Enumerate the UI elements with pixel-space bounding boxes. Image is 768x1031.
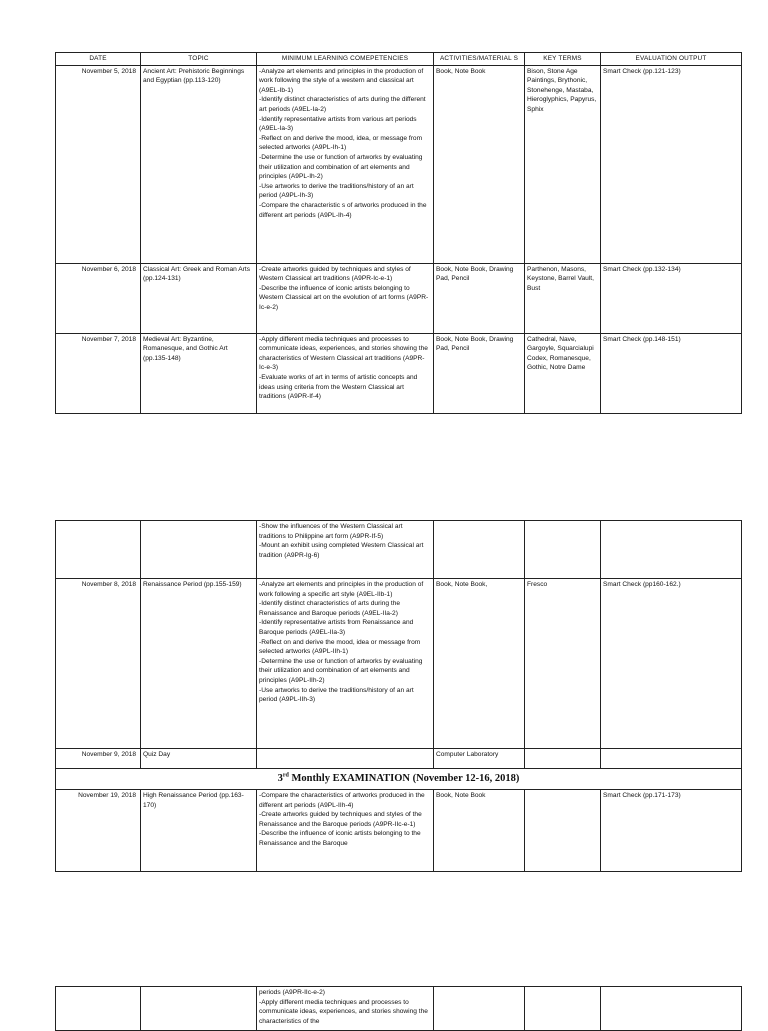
lesson-plan-table-page-1 [55,52,742,414]
table-row [56,790,742,872]
topic-cell: Ancient Art: Prehistoric Beginnings and Egyptian (pp.113-120) [141,65,257,263]
topic-cell: Quiz Day [141,749,257,769]
key-terms-cell: Cathedral, Nave, Gargoyle, Squarcialupi Codex, Romanesque, Gothic, Notre Dame [525,333,601,413]
date-cell: November 7, 2018 [56,333,141,413]
topic-cell: Renaissance Period (pp.155-159) [141,579,257,749]
activities-cell [434,521,525,579]
header-competencies: MINIMUM LEARNING COMEPETENCIES [257,53,434,66]
evaluation-cell: Smart Check (pp.121-123) [601,65,742,263]
evaluation-cell: Smart Check (pp.171-173) [601,790,742,872]
header-evaluation: EVALUATION OUTPUT [601,53,742,66]
date-cell: November 5, 2018 [56,65,141,263]
activities-cell: Book, Note Book, Drawing Pad, Pencil [434,333,525,413]
evaluation-cell: Smart Check (pp.132-134) [601,263,742,333]
exam-ordinal: 3 [277,773,283,784]
competencies-cell: -Show the influences of the Western Classical art traditions to Philippine art form (A9PR-If-5) -Mount an exhibit using completed Western Classical art tradition (A9PR-Ig-6) [257,521,434,579]
key-terms-cell [525,521,601,579]
key-terms-cell [525,790,601,872]
key-terms-cell: Bison, Stone Age Paintings, Brythonic, Stonehenge, Mastaba, Hieroglyphics, Papyrus, Sphix [525,65,601,263]
activities-cell: Book, Note Book, [434,579,525,749]
topic-cell [141,521,257,579]
activities-cell: Book, Note Book [434,65,525,263]
header-activities: ACTIVITIES/MATERIAL S [434,53,525,66]
header-topic: TOPIC [141,53,257,66]
date-cell [56,521,141,579]
key-terms-cell: Parthenon, Masons, Keystone, Barrel Vault, Bust [525,263,601,333]
topic-cell: Medieval Art: Byzantine, Romanesque, and Gothic Art (pp.135-148) [141,333,257,413]
table-row [56,333,742,413]
table-row [56,65,742,263]
competencies-cell: -Analyze art elements and principles in the production of work following a specific art style (A9EL-IIb-1) -Identify distinct characteristics of arts during the Renaissance and Baroque periods (A9EL-IIa-2) -Identify representative artists from Renaissance and Baroque periods (A9EL-IIa-3) -Reflect on and derive the mood, idea or message from selected artworks (A9PL-IIh-1) -Determine the use or function of artworks by evaluating their utilization and combination of art elements and principles (A9PL-IIh-2) -Use artworks to derive the traditions/history of an art period (A9PL-IIh-3) [257,579,434,749]
header-date: DATE [56,53,141,66]
competencies-cell: periods (A9PR-IIc-e-2) -Apply different media techniques and processes to communicate ideas, experiences, and stories showing the characteristics of the [257,987,434,1031]
date-cell: November 19, 2018 [56,790,141,872]
table-row [56,579,742,749]
activities-cell: Book, Note Book [434,790,525,872]
table-row [56,263,742,333]
header-row [56,53,742,66]
date-cell: November 8, 2018 [56,579,141,749]
header-key-terms: KEY TERMS [525,53,601,66]
table-row [56,749,742,769]
monthly-examination-banner [56,769,742,790]
exam-ordinal-suffix: rd [282,772,289,779]
key-terms-cell: Fresco [525,579,601,749]
lesson-plan-table-page-3 [55,986,742,1031]
exam-title: Monthly EXAMINATION (November 12-16, 2018) [288,773,520,784]
competencies-cell: -Compare the characteristics of artworks produced in the different art periods (A9PL-IIh-4) -Create artworks guided by techniques and styles of the Renaissance and the Baroque periods (A9PR-IIc-e-1) -Describe the influence of iconic artists belonging to the Renaissance and the Baroque [257,790,434,872]
competencies-cell [257,749,434,769]
date-cell: November 6, 2018 [56,263,141,333]
exam-row [56,769,742,790]
date-cell: November 9, 2018 [56,749,141,769]
topic-cell: Classical Art: Greek and Roman Arts (pp.124-131) [141,263,257,333]
evaluation-cell [601,521,742,579]
evaluation-cell [601,749,742,769]
competencies-cell: -Create artworks guided by techniques and styles of Western Classical art traditions (A9PR-Ic-e-1) -Describe the influence of iconic artists belonging to Western Classical art on the evolution of art forms (A9PR-Ic-e-2) [257,263,434,333]
activities-cell: Book, Note Book, Drawing Pad, Pencil [434,263,525,333]
activities-cell: Computer Laboratory [434,749,525,769]
lesson-plan-table-page-2 [55,520,742,872]
table-row [56,521,742,579]
evaluation-cell: Smart Check (pp160-162.) [601,579,742,749]
topic-cell: High Renaissance Period (pp.163-170) [141,790,257,872]
competencies-cell: -Analyze art elements and principles in the production of work following the style of a western and classical art (A9EL-Ib-1) -Identify distinct characteristics of arts during the different art periods (A9EL-Ia-2) -Identify representative artists from various art periods (A9EL-Ia-3) -Reflect on and derive the mood, idea, or message from selected artworks (A9PL-Ih-1) -Determine the use or function of artworks by evaluating their utilization and combination of art elements and principles (A9PL-Ih-2) -Use artworks to derive the traditions/history of an art period (A9PL-Ih-3) -Compare the characteristic s of artworks produced in the different art periods (A9PL-Ih-4) [257,65,434,263]
evaluation-cell: Smart Check (pp.148-151) [601,333,742,413]
competencies-cell: -Apply different media techniques and processes to communicate ideas, experiences, and stories showing the characteristics of Western Classical art traditions (A9PR-Ic-e-3) -Evaluate works of art in terms of artistic concepts and ideas using criteria from the Western Classical art traditions (A9PR-If-4) [257,333,434,413]
key-terms-cell [525,749,601,769]
